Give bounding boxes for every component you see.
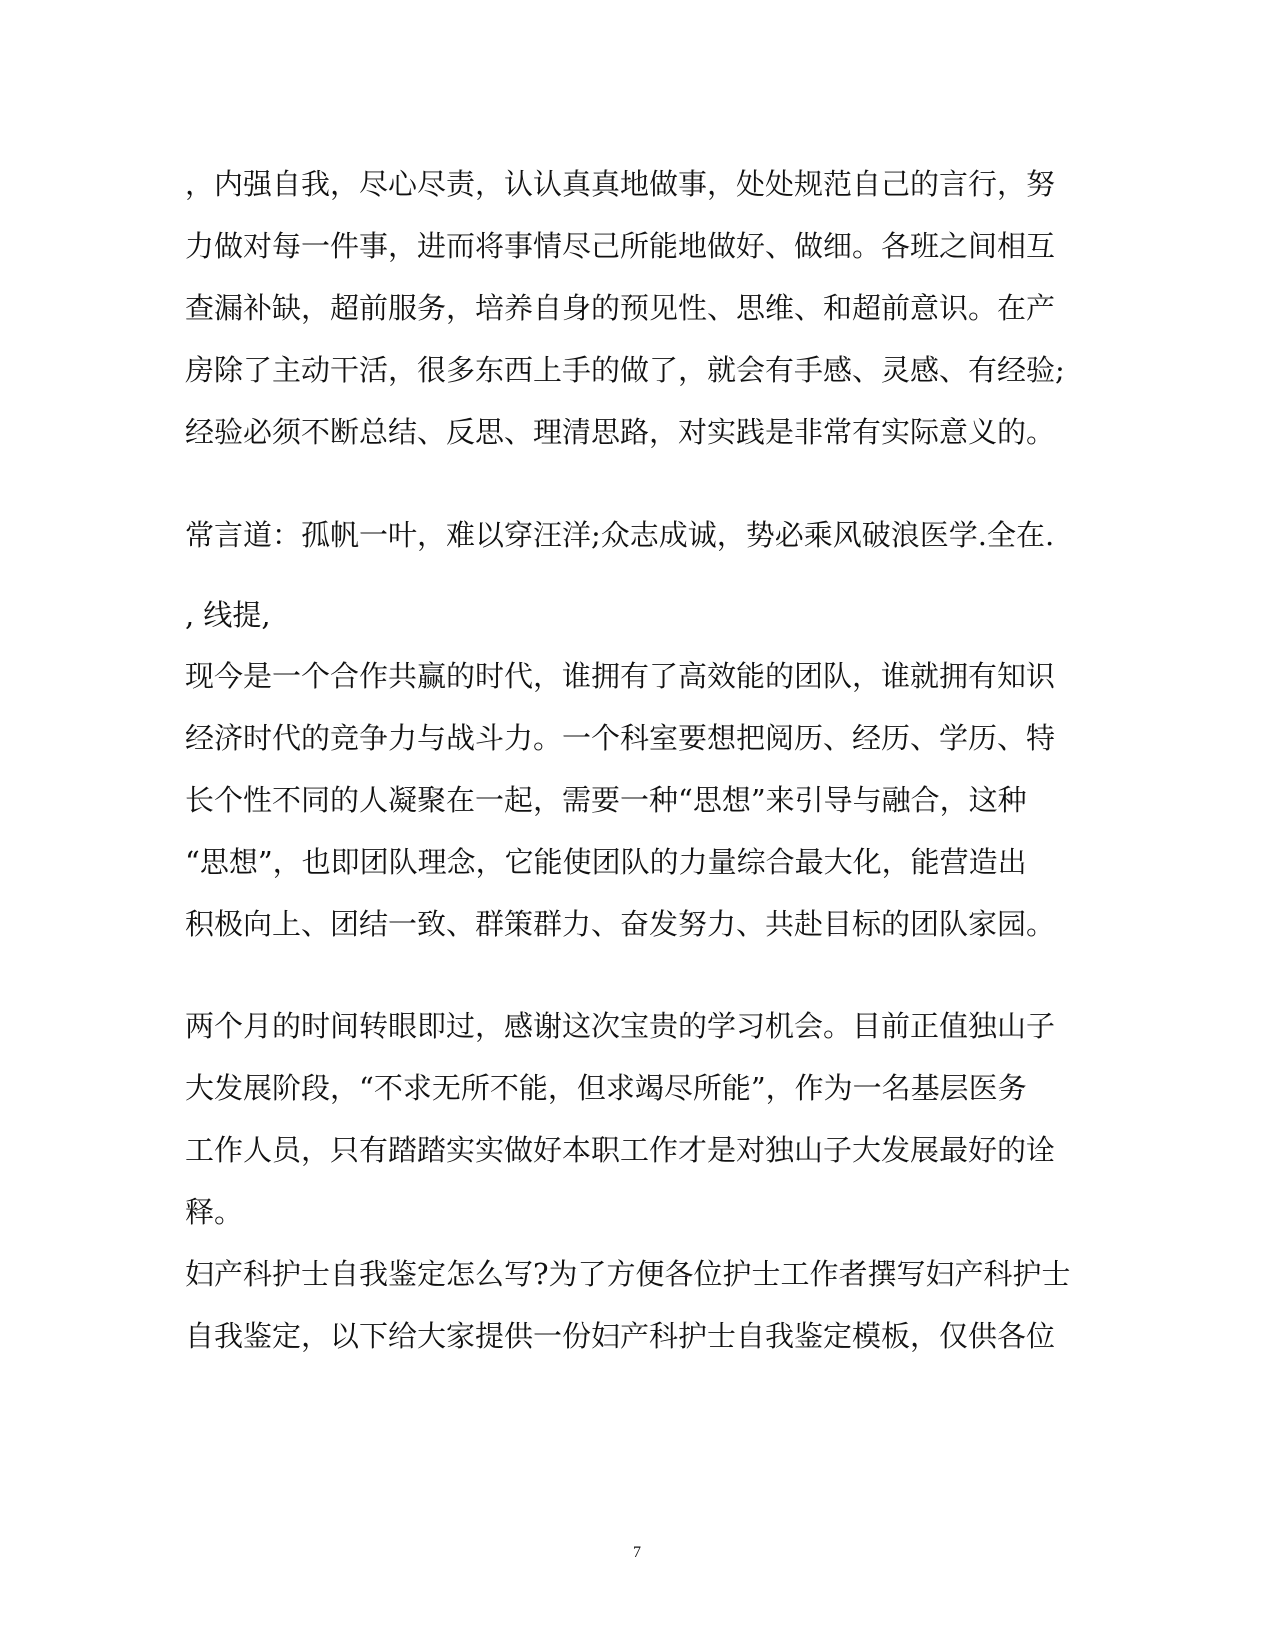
- paragraph-1-line-4: 房除了主动干活，很多东西上手的做了，就会有手感、灵感、有经验;: [185, 353, 1065, 387]
- paragraph-3-line-4: 释。: [185, 1195, 244, 1229]
- paragraph-3-line-6: 自我鉴定，以下给大家提供一份妇产科护士自我鉴定模板，仅供各位: [185, 1319, 1056, 1353]
- paragraph-2-line-6: “思想”，也即团队理念，它能使团队的力量综合最大化，能营造出: [185, 845, 1027, 879]
- paragraph-2-line-7: 积极向上、团结一致、群策群力、奋发努力、共赴目标的团队家园。: [185, 907, 1056, 941]
- paragraph-3-line-3: 工作人员，只有踏踏实实做好本职工作才是对独山子大发展最好的诠: [185, 1133, 1056, 1167]
- paragraph-2-line-1: 常言道：孤帆一叶，难以穿汪洋;众志成诚，势必乘风破浪医学.全在.: [185, 518, 1055, 552]
- paragraph-2-line-5: 长个性不同的人凝聚在一起，需要一种“思想”来引导与融合，这种: [185, 783, 1027, 817]
- paragraph-3-line-2: 大发展阶段，“不求无所不能，但求竭尽所能”，作为一名基层医务: [185, 1071, 1027, 1105]
- paragraph-2-line-2: , 线提,: [185, 598, 271, 632]
- paragraph-1-line-5: 经验必须不断总结、反思、理清思路，对实践是非常有实际意义的。: [185, 415, 1056, 449]
- paragraph-1-line-3: 查漏补缺，超前服务，培养自身的预见性、思维、和超前意识。在产: [185, 291, 1056, 325]
- page-number: 7: [633, 1544, 641, 1561]
- paragraph-1-line-2: 力做对每一件事，进而将事情尽己所能地做好、做细。各班之间相互: [185, 229, 1056, 263]
- paragraph-2-line-4: 经济时代的竞争力与战斗力。一个科室要想把阅历、经历、学历、特: [185, 721, 1056, 755]
- paragraph-3-line-1: 两个月的时间转眼即过，感谢这次宝贵的学习机会。目前正值独山子: [185, 1009, 1056, 1043]
- paragraph-2-line-3: 现今是一个合作共赢的时代，谁拥有了高效能的团队，谁就拥有知识: [185, 659, 1056, 693]
- paragraph-3-line-5: 妇产科护士自我鉴定怎么写?为了方便各位护士工作者撰写妇产科护士: [185, 1257, 1071, 1291]
- paragraph-1-line-1: ，内强自我，尽心尽责，认认真真地做事，处处规范自己的言行，努: [185, 167, 1056, 201]
